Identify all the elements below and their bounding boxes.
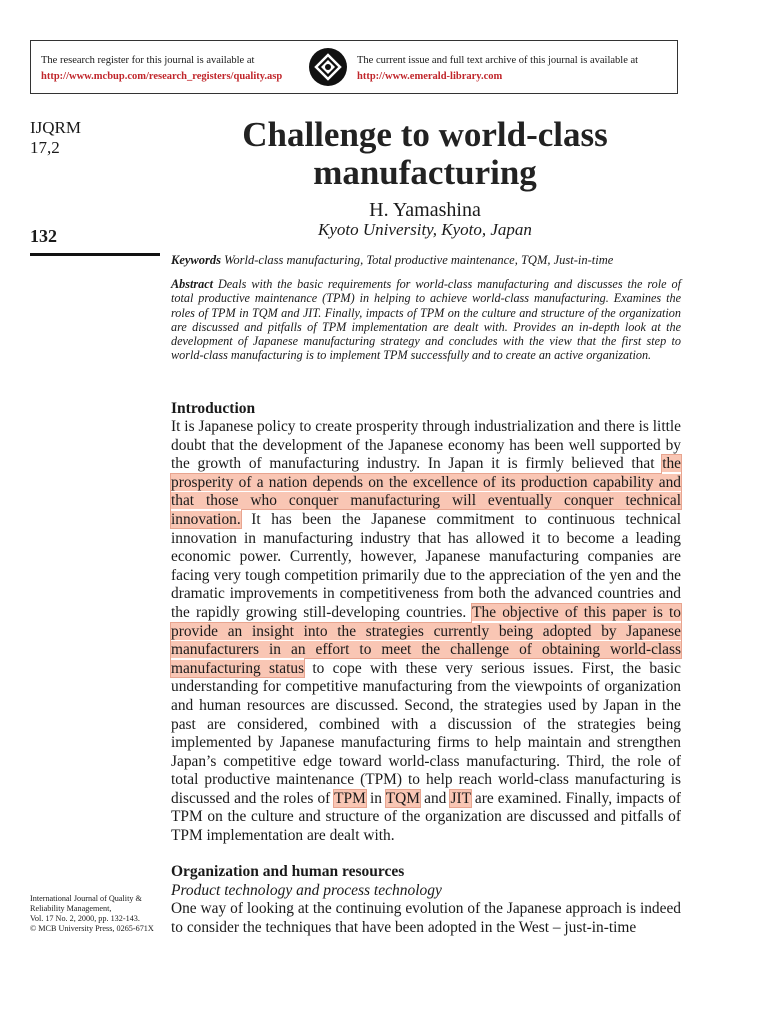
intro-text-6: are examined. Finally, impacts of TPM on the culture and structure of the organization are discussed and pitfalls of TPM implementation are dealt with. <box>171 789 682 845</box>
intro-text-3: to cope with these very serious issues. First, the basic understanding for competitive manufacturing from the viewpoints of organization and human resources are discussed. Second, the strategies used by Japan in the past are considered, combined with a discussion of the strategies being implemented by Japanese manufacturing firms to help maintain and strengthen Japan’s competitive edge toward world-class manufacturing. Third, the role of total productive maintenance (TPM) to help reach world-class manufacturing is discussed and the roles of <box>171 659 681 807</box>
emerald-logo-icon <box>307 46 349 88</box>
journal-citation <box>30 894 170 934</box>
article-title-line-2: manufacturing <box>313 153 537 192</box>
page-number: 132 <box>30 226 57 246</box>
highlight-tqm: TQM <box>385 789 420 807</box>
keywords-label: Keywords <box>171 253 221 267</box>
research-register-notice <box>41 53 282 85</box>
highlight-paper-objective: The objective of this paper is to provide an insight into the strategies currently being adopted by Japanese manufacturers in an effort to meet the challenge of obtaining world-class manufacturing status <box>171 603 681 677</box>
author-name: H. Yamashina <box>369 199 481 221</box>
emerald-library-link[interactable]: http://www.emerald-library.com <box>357 71 503 82</box>
introduction-heading: Introduction <box>171 400 256 417</box>
journal-code <box>30 118 81 158</box>
highlight-jit: JIT <box>450 789 471 807</box>
keywords <box>171 253 681 268</box>
journal-volume: 17,2 <box>30 138 60 157</box>
intro-text-2: It has been the Japanese commitment to continuous technical innovation in manufacturing industry that has allowed it to become a leading economic power. Currently, however, Japanese manufacturing companies are facing very tough competition primarily due to the appreciation of the yen and the dramatic improvements in competitiveness from both the advanced countries and the rapidly growing still-developing countries. <box>171 510 681 621</box>
intro-text-1: It is Japanese policy to create prosperity through industrialization and there is little doubt that the development of the Japanese economy has been well supported by the growth of manufacturing industry. In Japan it is firmly believed that <box>171 418 681 473</box>
full-text-archive-text: The current issue and full text archive of this journal is available at <box>357 55 639 66</box>
citation-line-4: © MCB University Press, 0265-671X <box>30 924 154 933</box>
citation-line-3: Vol. 17 No. 2, 2000, pp. 132-143. <box>30 914 140 923</box>
article-title-line-1: Challenge to world-class <box>242 115 608 154</box>
organization-heading: Organization and human resources <box>171 863 405 880</box>
research-register-text: The research register for this journal is available at <box>41 55 255 66</box>
intro-text-5: and <box>419 789 451 807</box>
intro-text-4: in <box>365 789 386 807</box>
full-text-archive-notice <box>357 53 638 85</box>
author-affiliation: Kyoto University, Kyoto, Japan <box>318 220 532 239</box>
introduction-paragraph <box>171 418 681 846</box>
abstract-label: Abstract <box>171 277 213 291</box>
page-number-rule <box>30 253 160 256</box>
research-register-link[interactable]: http://www.mcbup.com/research_registers/quality.asp <box>41 71 283 82</box>
highlight-prosperity-statement: the prosperity of a nation depends on the excellence of its production capability and that those who conquer manufacturing will eventually conquer technical innovation. <box>171 455 681 528</box>
abstract-text: Deals with the basic requirements for world-class manufacturing and discusses the role of total productive maintenance (TPM) in helping to achieve world-class manufacturing. Examines the roles of TPM in TQM and JIT. Finally, impacts of TPM on the culture and structure of the organization are discussed and pitfalls of TPM implementation are dealt with. Provides an in-depth look at the development of Japanese manufacturing strategy and concludes with the view that the first step to world-class manufacturing is to implement TPM successfully and to create an active organization. <box>171 277 681 363</box>
highlight-tpm: TPM <box>334 789 366 807</box>
product-technology-subheading: Product technology and process technology <box>171 882 442 899</box>
journal-access-banner <box>30 40 678 94</box>
citation-line-2: Reliability Management, <box>30 904 112 913</box>
keywords-text: World-class manufacturing, Total productive maintenance, TQM, Just-in-time <box>221 253 614 267</box>
journal-abbreviation: IJQRM <box>30 118 82 137</box>
abstract <box>171 277 681 363</box>
organization-paragraph: One way of looking at the continuing evolution of the Japanese approach is indeed to consider the techniques that have been adopted in the West – just-in-time <box>171 900 681 936</box>
citation-line-1: International Journal of Quality & <box>30 894 142 903</box>
article-title <box>170 116 680 192</box>
